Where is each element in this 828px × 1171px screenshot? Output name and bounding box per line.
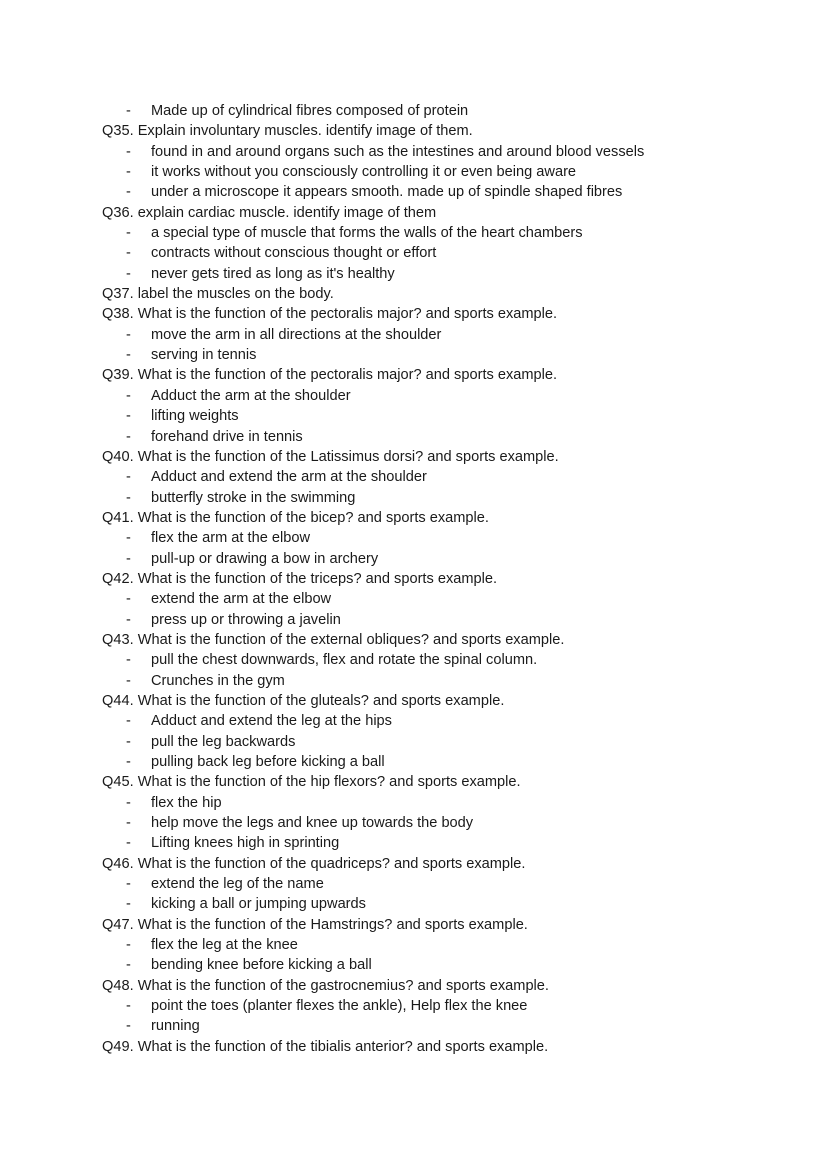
answer-bullet-line bbox=[102, 955, 792, 975]
question-text: Q49. What is the function of the tibialis anterior? and sports example. bbox=[102, 1038, 549, 1055]
answer-text: running bbox=[151, 1018, 200, 1035]
answer-bullet-line bbox=[102, 325, 792, 345]
answer-text: found in and around organs such as the intestines and around blood vessels bbox=[151, 143, 645, 160]
bullet-dash: - bbox=[126, 164, 131, 181]
bullet-dash: - bbox=[126, 530, 131, 547]
bullet-dash: - bbox=[126, 245, 131, 262]
bullet-dash: - bbox=[126, 713, 131, 730]
question-text: Q37. label the muscles on the body. bbox=[102, 286, 334, 303]
question-text: Q44. What is the function of the gluteals? and sports example. bbox=[102, 692, 505, 709]
bullet-dash: - bbox=[126, 652, 131, 669]
bullet-dash: - bbox=[126, 896, 131, 913]
answer-bullet-line bbox=[102, 101, 792, 121]
bullet-dash: - bbox=[126, 489, 131, 506]
answer-bullet-line bbox=[102, 894, 792, 914]
answer-bullet-line bbox=[102, 264, 792, 284]
answer-bullet-line bbox=[102, 162, 792, 182]
answer-text: pulling back leg before kicking a ball bbox=[151, 754, 385, 770]
question-text: Q42. What is the function of the triceps? and sports example. bbox=[102, 570, 498, 587]
answer-text: extend the leg of the name bbox=[151, 876, 324, 893]
question-line bbox=[102, 854, 792, 874]
answer-text: pull-up or drawing a bow in archery bbox=[151, 550, 379, 567]
bullet-dash: - bbox=[126, 408, 131, 425]
answer-text: forehand drive in tennis bbox=[151, 428, 303, 445]
answer-bullet-line bbox=[102, 488, 792, 508]
question-text: Q43. What is the function of the external obliques? and sports example. bbox=[102, 631, 565, 648]
bullet-dash: - bbox=[126, 347, 131, 364]
question-text: Q35. Explain involuntary muscles. identify image of them. bbox=[102, 123, 473, 140]
bullet-dash: - bbox=[126, 957, 131, 974]
question-line bbox=[102, 447, 792, 467]
answer-bullet-line bbox=[102, 793, 792, 813]
bullet-dash: - bbox=[126, 794, 131, 811]
answer-text: never gets tired as long as it's healthy bbox=[151, 265, 395, 282]
question-text: Q46. What is the function of the quadriceps? and sports example. bbox=[102, 855, 526, 872]
answer-bullet-line bbox=[102, 732, 792, 752]
answer-text: kicking a ball or jumping upwards bbox=[151, 896, 366, 913]
bullet-dash: - bbox=[126, 611, 131, 628]
question-text: Q41. What is the function of the bicep? and sports example. bbox=[102, 509, 489, 526]
bullet-dash: - bbox=[126, 815, 131, 832]
answer-bullet-line bbox=[102, 243, 792, 263]
question-text: Q45. What is the function of the hip flexors? and sports example. bbox=[102, 774, 521, 791]
answer-bullet-line bbox=[102, 833, 792, 853]
question-text: Q38. What is the function of the pectoralis major? and sports example. bbox=[102, 306, 558, 323]
answer-text: flex the arm at the elbow bbox=[151, 530, 310, 547]
bullet-dash: - bbox=[126, 937, 131, 954]
question-line bbox=[102, 772, 792, 792]
bullet-dash: - bbox=[126, 672, 131, 689]
answer-text: butterfly stroke in the swimming bbox=[151, 489, 356, 506]
answer-bullet-line bbox=[102, 182, 792, 202]
answer-text: serving in tennis bbox=[151, 347, 257, 364]
question-line bbox=[102, 630, 792, 650]
answer-bullet-line bbox=[102, 1016, 792, 1036]
answer-text: Crunches in the gym bbox=[151, 672, 285, 689]
bullet-dash: - bbox=[126, 428, 131, 445]
question-line bbox=[102, 569, 792, 589]
answer-bullet-line bbox=[102, 610, 792, 630]
answer-text: flex the hip bbox=[151, 794, 222, 811]
answer-text: contracts without conscious thought or effort bbox=[151, 245, 437, 262]
answer-text: move the arm in all directions at the shoulder bbox=[151, 326, 442, 343]
question-line bbox=[102, 1037, 792, 1057]
answer-bullet-line bbox=[102, 996, 792, 1016]
answer-text: under a microscope it appears smooth. made up of spindle shaped fibres bbox=[151, 184, 623, 201]
bullet-dash: - bbox=[126, 387, 131, 404]
answer-text: press up or throwing a javelin bbox=[151, 611, 341, 628]
answer-bullet-line bbox=[102, 345, 792, 365]
answer-text: Adduct the arm at the shoulder bbox=[151, 387, 351, 404]
answer-text: Adduct and extend the arm at the shoulder bbox=[151, 469, 427, 486]
question-text: Q48. What is the function of the gastrocnemius? and sports example. bbox=[102, 977, 549, 994]
answer-text: it works without you consciously controlling it or even being aware bbox=[151, 164, 577, 181]
question-line bbox=[102, 976, 792, 996]
bullet-dash: - bbox=[126, 754, 131, 770]
answer-bullet-line bbox=[102, 386, 792, 406]
bullet-dash: - bbox=[126, 326, 131, 343]
question-line bbox=[102, 304, 792, 324]
answer-text: a special type of muscle that forms the walls of the heart chambers bbox=[151, 225, 583, 242]
answer-text: flex the leg at the knee bbox=[151, 937, 298, 954]
bullet-dash: - bbox=[126, 733, 131, 750]
bullet-dash: - bbox=[126, 550, 131, 567]
bullet-dash: - bbox=[126, 184, 131, 201]
answer-bullet-line bbox=[102, 528, 792, 548]
answer-text: pull the chest downwards, flex and rotate the spinal column. bbox=[151, 652, 538, 669]
bullet-dash: - bbox=[126, 103, 131, 119]
answer-text: pull the leg backwards bbox=[151, 733, 296, 750]
bullet-dash: - bbox=[126, 591, 131, 608]
answer-bullet-line bbox=[102, 752, 792, 772]
answer-bullet-line bbox=[102, 589, 792, 609]
answer-text: lifting weights bbox=[151, 408, 239, 425]
bullet-dash: - bbox=[126, 143, 131, 160]
question-line bbox=[102, 691, 792, 711]
answer-bullet-line bbox=[102, 711, 792, 731]
bullet-dash: - bbox=[126, 998, 131, 1015]
answer-text: Adduct and extend the leg at the hips bbox=[151, 713, 392, 730]
answer-text: Made up of cylindrical fibres composed of protein bbox=[151, 103, 469, 119]
question-text: Q39. What is the function of the pectoralis major? and sports example. bbox=[102, 367, 558, 384]
bullet-dash: - bbox=[126, 835, 131, 852]
answer-bullet-line bbox=[102, 467, 792, 487]
question-line bbox=[102, 284, 792, 304]
question-text: Q47. What is the function of the Hamstrings? and sports example. bbox=[102, 916, 528, 933]
question-line bbox=[102, 203, 792, 223]
bullet-dash: - bbox=[126, 265, 131, 282]
question-line bbox=[102, 915, 792, 935]
answer-text: point the toes (planter flexes the ankle), Help flex the knee bbox=[151, 998, 528, 1015]
answer-text: help move the legs and knee up towards the body bbox=[151, 815, 474, 832]
answer-bullet-line bbox=[102, 427, 792, 447]
answer-text: Lifting knees high in sprinting bbox=[151, 835, 340, 852]
question-line bbox=[102, 365, 792, 385]
bullet-dash: - bbox=[126, 1018, 131, 1035]
answer-bullet-line bbox=[102, 406, 792, 426]
bullet-dash: - bbox=[126, 876, 131, 893]
answer-text: extend the arm at the elbow bbox=[151, 591, 332, 608]
question-line bbox=[102, 508, 792, 528]
question-text: Q40. What is the function of the Latissimus dorsi? and sports example. bbox=[102, 448, 559, 465]
document-body bbox=[102, 101, 792, 1057]
answer-bullet-line bbox=[102, 650, 792, 670]
answer-text: bending knee before kicking a ball bbox=[151, 957, 372, 974]
answer-bullet-line bbox=[102, 671, 792, 691]
bullet-dash: - bbox=[126, 225, 131, 242]
question-text: Q36. explain cardiac muscle. identify image of them bbox=[102, 204, 437, 221]
answer-bullet-line bbox=[102, 874, 792, 894]
answer-bullet-line bbox=[102, 223, 792, 243]
answer-bullet-line bbox=[102, 549, 792, 569]
question-line bbox=[102, 121, 792, 141]
answer-bullet-line bbox=[102, 813, 792, 833]
answer-bullet-line bbox=[102, 935, 792, 955]
answer-bullet-line bbox=[102, 142, 792, 162]
bullet-dash: - bbox=[126, 469, 131, 486]
